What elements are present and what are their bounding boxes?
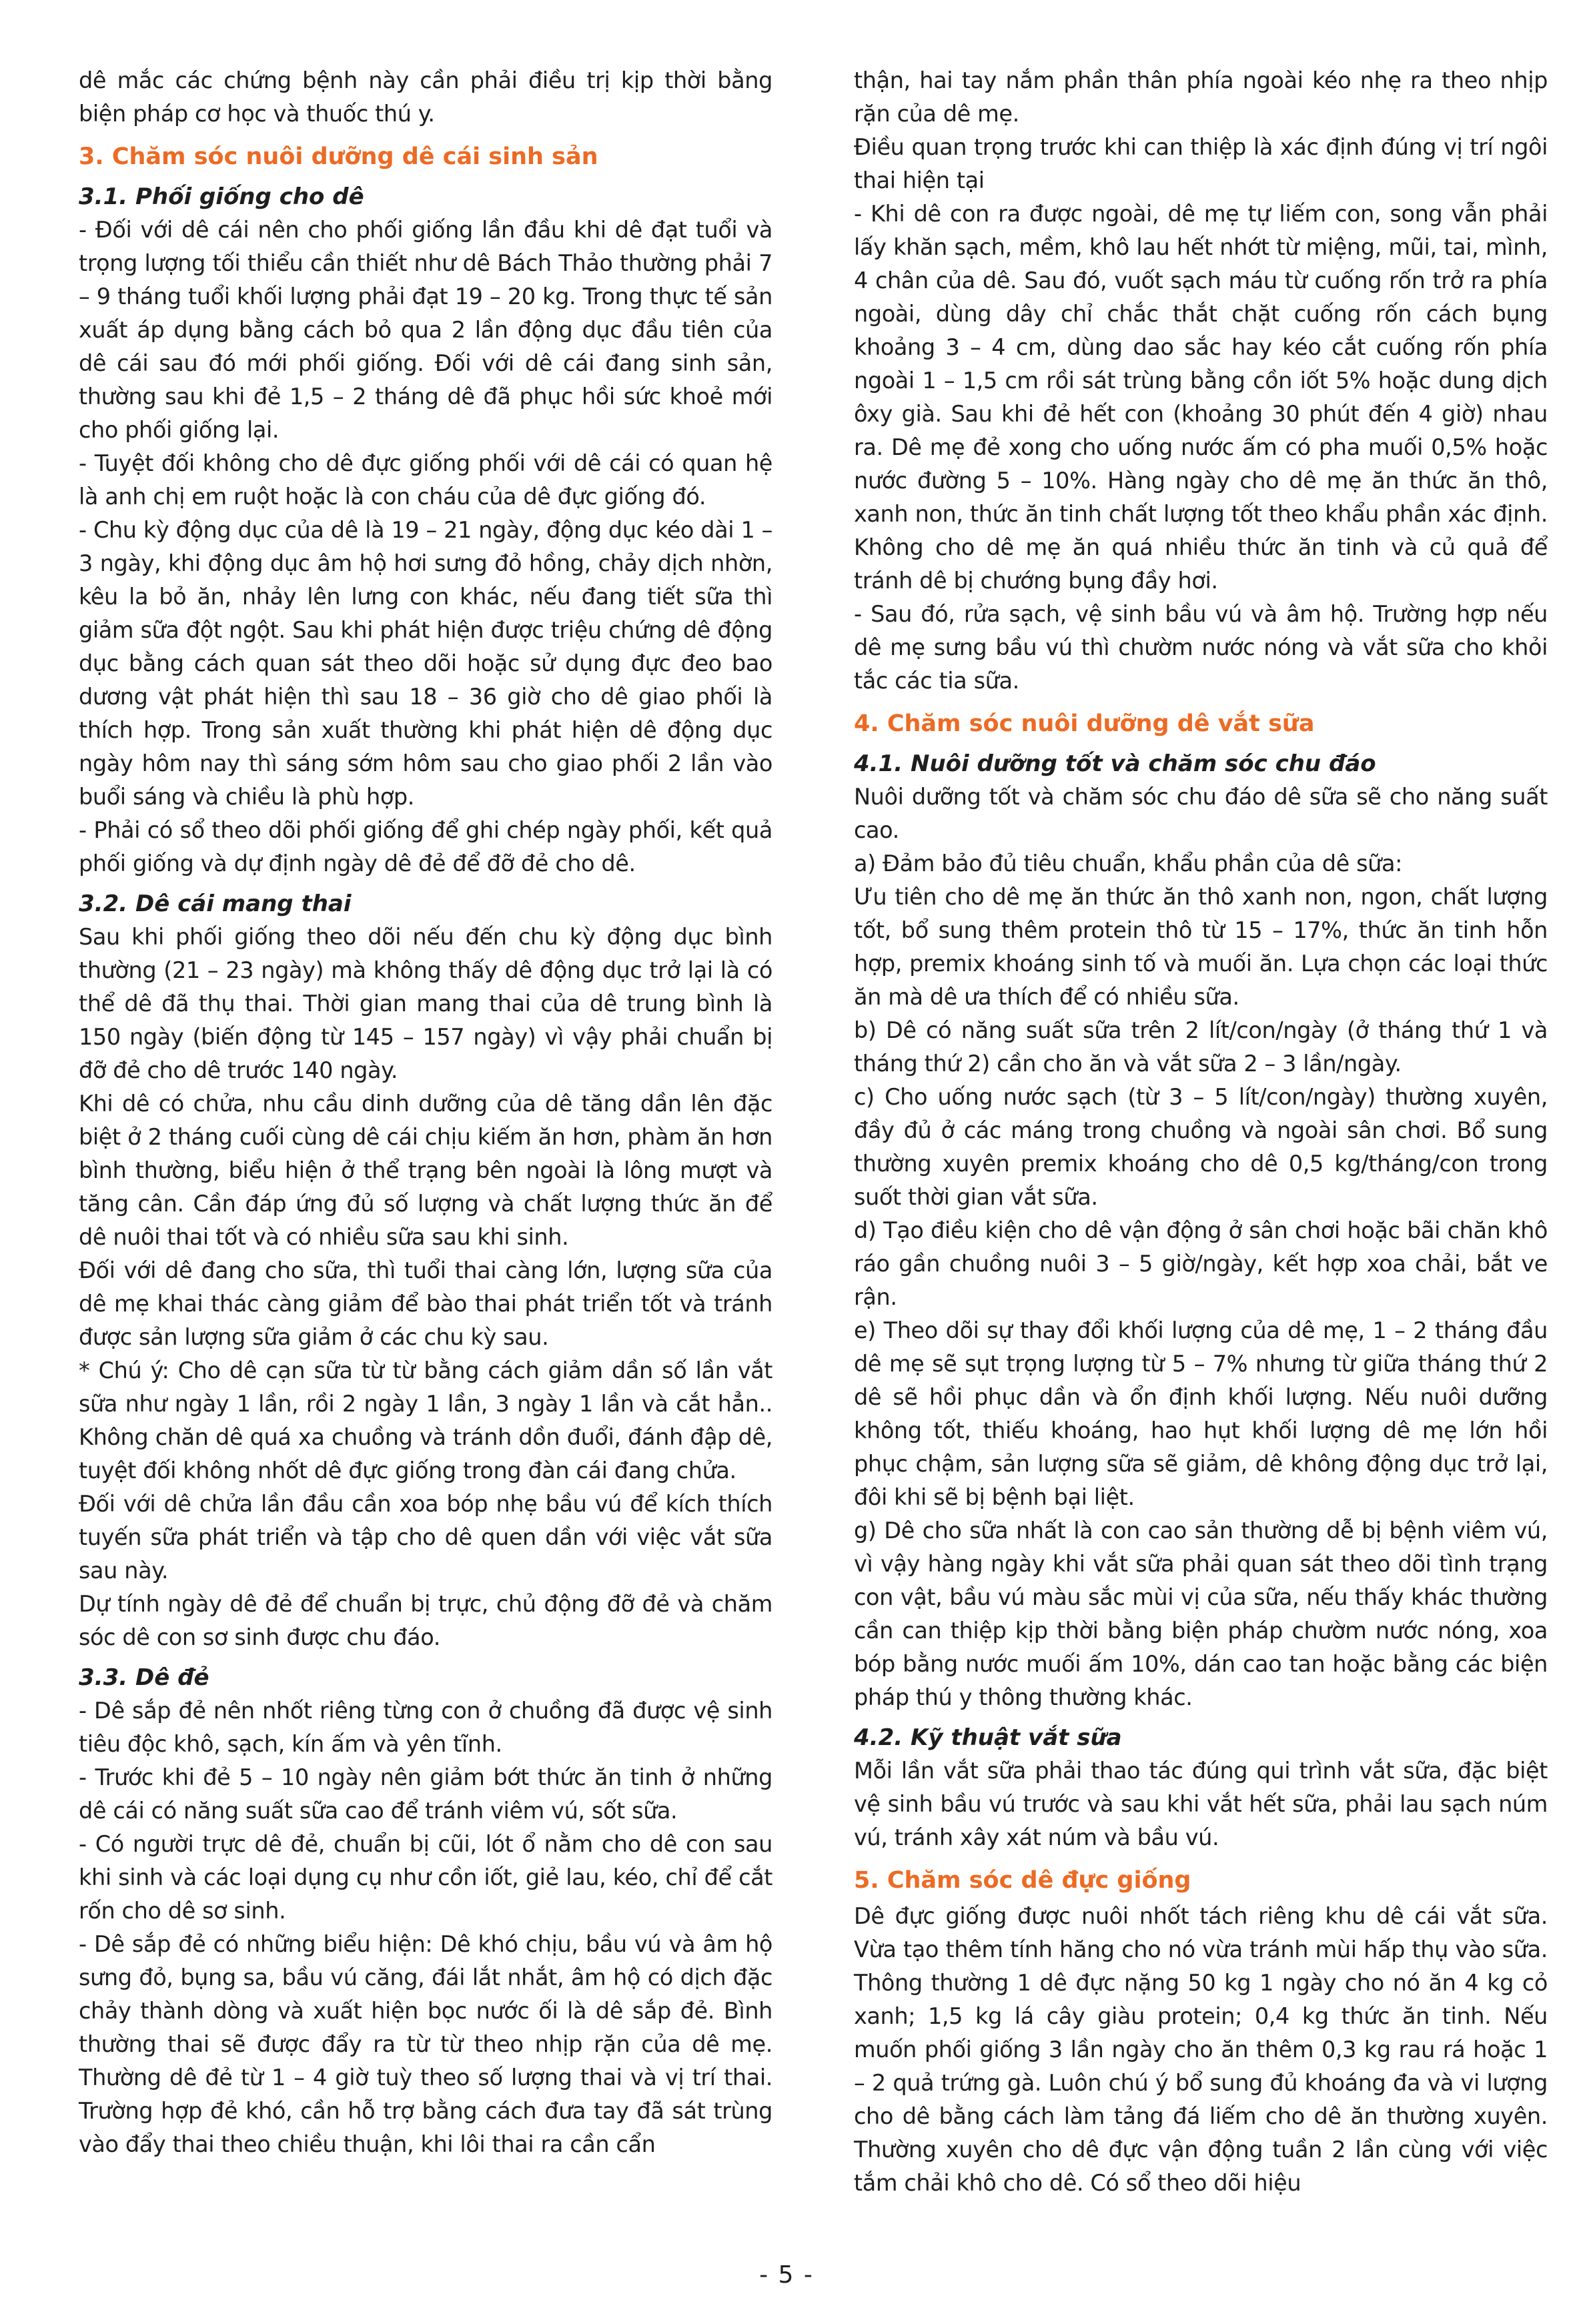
section-heading-5-cham-soc-de-duc-giong: 5. Chăm sóc dê đực giống [854,1867,1191,1894]
paragraph: Nuôi dưỡng tốt và chăm sóc chu đáo dê sữa sẽ cho năng suất cao. [854,784,1548,843]
paragraph: dê mắc các chứng bệnh này cần phải điều trị kịp thời bằng biện pháp cơ học và thuốc thú y. [79,67,772,127]
paragraph: - Trước khi đẻ 5 – 10 ngày nên giảm bớt thức ăn tinh ở những dê cái có năng suất sữa cao để tránh viêm vú, sốt sữa. [79,1764,772,1824]
section-heading-4-cham-soc-nuoi-duong-de-vat-sua: 4. Chăm sóc nuôi dưỡng dê vắt sữa [854,710,1315,737]
subsection-heading-3-1-phoi-giong-cho-de: 3.1. Phối giống cho dê [79,183,364,210]
page-number: - 5 - [759,2261,814,2289]
paragraph: Dự tính ngày dê đẻ để chuẩn bị trực, chủ động đỡ đẻ và chăm sóc dê con sơ sinh được chu đáo. [79,1591,772,1650]
paragraph: e) Theo dõi sự thay đổi khối lượng của dê mẹ, 1 – 2 tháng đầu dê mẹ sẽ sụt trọng lượng từ 5 – 7% nhưng từ giữa tháng thứ 2 dê sẽ hồi phục dần và ổn định khối lượng. Nếu nuôi dưỡng không tốt, thiếu khoáng, hao hụt khối lượng dê mẹ lớn hồi phục chậm, sản lượng sữa sẽ giảm, dê không động dục trở lại, đôi khi sẽ bị bệnh bại liệt. [854,1317,1548,1510]
paragraph: * Chú ý: Cho dê cạn sữa từ từ bằng cách giảm dần số lần vắt sữa như ngày 1 lần, rồi 2 ngày 1 lần, 3 ngày 1 lần và cắt hẳn.. Không chăn dê quá xa chuồng và tránh dồn đuổi, đánh đập dê, tuyệt đối không nhốt dê đực giống trong đàn cái đang chửa. [79,1357,772,1484]
paragraph: a) Đảm bảo đủ tiêu chuẩn, khẩu phần của dê sữa: [854,850,1402,877]
paragraph: - Sau đó, rửa sạch, vệ sinh bầu vú và âm hộ. Trường hợp nếu dê mẹ sưng bầu vú thì chườm nước nóng và vắt sữa cho khỏi tắc các tia sữa. [854,601,1548,694]
subsection-heading-4-2-ky-thuat-vat-sua: 4.2. Kỹ thuật vắt sữa [854,1724,1122,1751]
paragraph: - Khi dê con ra được ngoài, dê mẹ tự liếm con, song vẫn phải lấy khăn sạch, mềm, khô lau hết nhớt từ miệng, mũi, tai, mình, 4 chân của dê. Sau đó, vuốt sạch máu từ cuống rốn trở ra phía ngoài, dùng dây chỉ chắc thắt chặt cuống rốn cách bụng khoảng 3 – 4 cm, dùng dao sắc hay kéo cắt cuống rốn phía ngoài 1 – 1,5 cm rồi sát trùng bằng cồn iốt 5% hoặc dung dịch ôxy già. Sau khi đẻ hết con (khoảng 30 phút đến 4 giờ) nhau ra. Dê mẹ đẻ xong cho uống nước ấm có pha muối 0,5% hoặc nước đường 5 – 10%. Hàng ngày cho dê mẹ ăn thức ăn thô, xanh non, thức ăn tinh chất lượng tốt theo khẩu phần xác định. Không cho dê mẹ ăn quá nhiều thức ăn tinh và củ quả để tránh dê bị chướng bụng đầy hơi. [854,201,1548,594]
paragraph: Ưu tiên cho dê mẹ ăn thức ăn thô xanh non, ngon, chất lượng tốt, bổ sung thêm protein thô từ 15 – 17%, thức ăn tinh hỗn hợp, premix khoáng sinh tố và muối ăn. Lựa chọn các loại thức ăn mà dê ưa thích để có nhiều sữa. [854,884,1548,1010]
paragraph: d) Tạo điều kiện cho dê vận động ở sân chơi hoặc bãi chăn khô ráo gần chuồng nuôi 3 – 5 giờ/ngày, kết hợp xoa chải, bắt ve rận. [854,1217,1548,1310]
subsection-heading-4-1-nuoi-duong-tot-va-cham-soc-chu-dao: 4.1. Nuôi dưỡng tốt và chăm sóc chu đáo [854,750,1376,777]
paragraph: - Dê sắp đẻ có những biểu hiện: Dê khó chịu, bầu vú và âm hộ sưng đỏ, bụng sa, bầu vú căng, đái lắt nhắt, âm hộ có dịch đặc chảy thành dòng và xuất hiện bọc nước ối là dê sắp đẻ. Bình thường thai sẽ được đẩy ra từ từ theo nhịp rặn của dê mẹ. Thường dê đẻ từ 1 – 4 giờ tuỳ theo số lượng thai và vị trí thai. Trường hợp đẻ khó, cần hỗ trợ bằng cách đưa tay đã sát trùng vào đẩy thai theo chiều thuận, khi lôi thai ra cần cẩn [79,1931,772,2157]
paragraph: g) Dê cho sữa nhất là con cao sản thường dễ bị bệnh viêm vú, vì vậy hàng ngày khi vắt sữa phải quan sát theo dõi tình trạng con vật, bầu vú màu sắc mùi vị của sữa, nếu thấy khác thường cần can thiệp kịp thời bằng biện pháp chườm nước nóng, xoa bóp bằng nước muối ấm 10%, dán cao tan hoặc bằng các biện pháp thú y thông thường khác. [854,1518,1548,1710]
paragraph: Đối với dê chửa lần đầu cần xoa bóp nhẹ bầu vú để kích thích tuyến sữa phát triển và tập cho dê quen dần với việc vắt sữa sau này. [79,1491,772,1584]
paragraph: - Đối với dê cái nên cho phối giống lần đầu khi dê đạt tuổi và trọng lượng tối thiểu cần thiết như dê Bách Thảo thường phải 7 – 9 tháng tuổi khối lượng phải đạt 19 – 20 kg. Trong thực tế sản xuất áp dụng bằng cách bỏ qua 2 lần động dục đầu tiên của dê cái sau đó mới phối giống. Đối với dê cái đang sinh sản, thường sau khi đẻ 1,5 – 2 tháng dê đã phục hồi sức khoẻ mới cho phối giống lại. [79,217,772,443]
paragraph: - Có người trực dê đẻ, chuẩn bị cũi, lót ổ nằm cho dê con sau khi sinh và các loại dụng cụ như cồn iốt, giẻ lau, kéo, chỉ để cắt rốn cho dê sơ sinh. [79,1831,772,1924]
subsection-heading-3-3-de-de: 3.3. Dê đẻ [79,1664,209,1691]
paragraph: c) Cho uống nước sạch (từ 3 – 5 lít/con/ngày) thường xuyên, đầy đủ ở các máng trong chuồng và ngoài sân chơi. Bổ sung thường xuyên premix khoáng cho dê 0,5 kg/tháng/con trong suốt thời gian vắt sữa. [854,1084,1548,1210]
paragraph: - Tuyệt đối không cho dê đực giống phối với dê cái có quan hệ là anh chị em ruột hoặc là con cháu của dê đực giống đó. [79,450,772,510]
paragraph: Đối với dê đang cho sữa, thì tuổi thai càng lớn, lượng sữa của dê mẹ khai thác càng giảm để bào thai phát triển tốt và tránh được sản lượng sữa giảm ở các chu kỳ sau. [79,1257,772,1350]
paragraph: Khi dê có chửa, nhu cầu dinh dưỡng của dê tăng dần lên đặc biệt ở 2 tháng cuối cùng dê cái chịu kiếm ăn hơn, phàm ăn hơn bình thường, biểu hiện ở thể trạng bên ngoài là lông mượt và tăng cân. Cần đáp ứng đủ số lượng và chất lượng thức ăn để dê nuôi thai tốt và có nhiều sữa sau khi sinh. [79,1091,772,1250]
left-column [79,64,772,2161]
paragraph: Sau khi phối giống theo dõi nếu đến chu kỳ động dục bình thường (21 – 23 ngày) mà không thấy dê động dục trở lại là có thể dê đã thụ thai. Thời gian mang thai của dê trung bình là 150 ngày (biến động từ 145 – 157 ngày) vì vậy phải chuẩn bị đỡ đẻ cho dê trước 140 ngày. [79,924,772,1083]
paragraph: Điều quan trọng trước khi can thiệp là xác định đúng vị trí ngôi thai hiện tại [854,134,1548,193]
paragraph: - Chu kỳ động dục của dê là 19 – 21 ngày, động dục kéo dài 1 – 3 ngày, khi động dục âm hộ hơi sưng đỏ hồng, chảy dịch nhờn, kêu la bỏ ăn, nhảy lên lưng con khác, nếu đang tiết sữa thì giảm sữa đột ngột. Sau khi phát hiện được triệu chứng dê động dục bằng cách quan sát theo dõi hoặc sử dụng đực đeo bao dương vật phát hiện thì sau 18 – 36 giờ cho dê giao phối là thích hợp. Trong sản xuất thường khi phát hiện dê động dục ngày hôm nay thì sáng sớm hôm sau cho giao phối 2 lần vào buổi sáng và chiều là phù hợp. [79,517,772,810]
paragraph: thận, hai tay nắm phần thân phía ngoài kéo nhẹ ra theo nhịp rặn của dê mẹ. [854,67,1548,127]
section-heading-3-cham-soc-nuoi-duong-de-cai-sinh-san: 3. Chăm sóc nuôi dưỡng dê cái sinh sản [79,143,598,170]
paragraph: b) Dê có năng suất sữa trên 2 lít/con/ngày (ở tháng thứ 1 và tháng thứ 2) cần cho ăn và vắt sữa 2 – 3 lần/ngày. [854,1017,1548,1077]
paragraph: Dê đực giống được nuôi nhốt tách riêng khu dê cái vắt sữa. Vừa tạo thêm tính hăng cho nó vừa tránh mùi hấp thụ vào sữa. Thông thường 1 dê đực nặng 50 kg 1 ngày cho nó ăn 4 kg cỏ xanh; 1,5 kg lá cây giàu protein; 0,4 kg thức ăn tinh. Nếu muốn phối giống 3 lần ngày cho ăn thêm 0,3 kg rau rá hoặc 1 – 2 quả trứng gà. Luôn chú ý bổ sung đủ khoáng đa và vi lượng cho dê bằng cách làm tảng đá liếm cho dê ăn thường xuyên. Thường xuyên cho dê đực vận động tuần 2 lần cùng với việc tắm chải khô cho dê. Có sổ theo dõi hiệu [854,1903,1548,2196]
paragraph: - Phải có sổ theo dõi phối giống để ghi chép ngày phối, kết quả phối giống và dự định ngày dê đẻ để đỡ đẻ cho dê. [79,817,772,877]
paragraph: - Dê sắp đẻ nên nhốt riêng từng con ở chuồng đã được vệ sinh tiêu độc khô, sạch, kín ấm và yên tĩnh. [79,1698,772,1757]
subsection-heading-3-2-de-cai-mang-thai: 3.2. Dê cái mang thai [79,891,352,917]
right-column [854,64,1548,2200]
paragraph: Mỗi lần vắt sữa phải thao tác đúng qui trình vắt sữa, đặc biệt vệ sinh bầu vú trước và sau khi vắt hết sữa, phải lau sạch núm vú, tránh xây xát núm và bầu vú. [854,1758,1548,1850]
